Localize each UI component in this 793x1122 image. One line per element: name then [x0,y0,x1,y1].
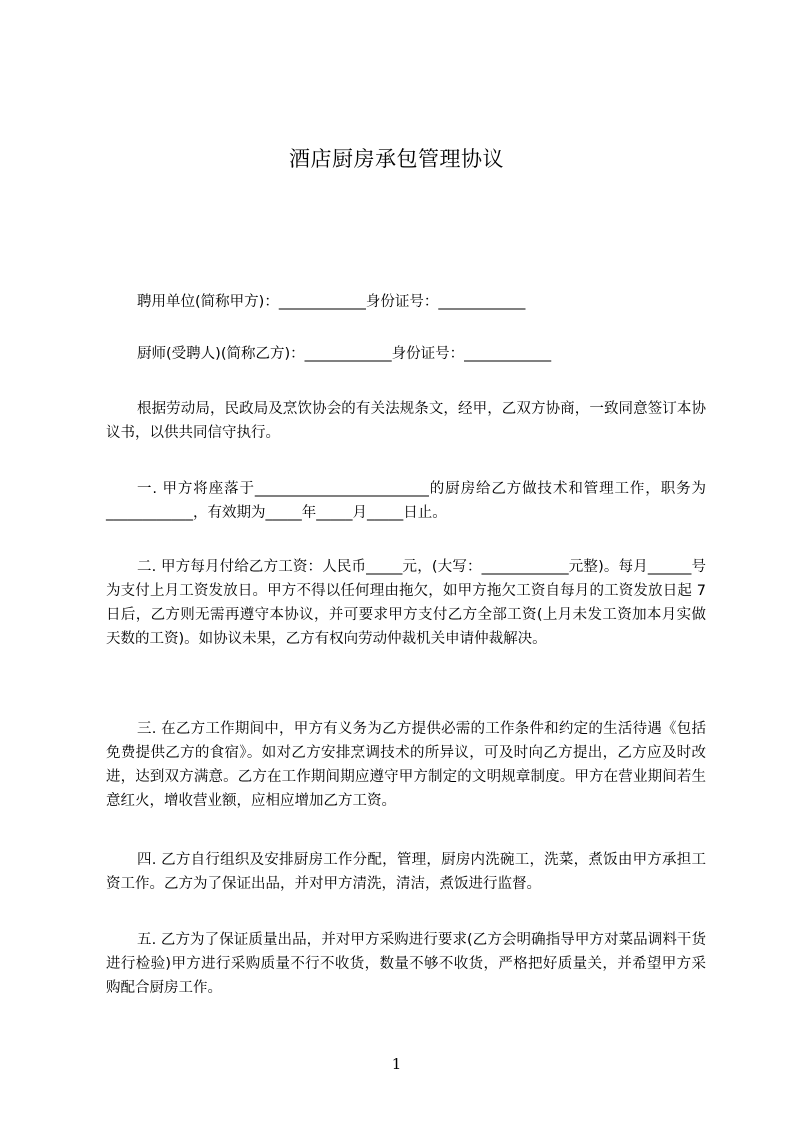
paragraph-clause-4: 四. 乙方自行组织及安排厨房工作分配，管理，厨房内洗碗工，洗菜，煮饭由甲方承担工资工作。乙方为了保证出品，并对甲方清洗，清洁，煮饭进行监督。 [106,852,706,892]
employee-line: 厨师(受聘人)(简称乙方)：____________身份证号：____________ [137,346,552,362]
paragraph-preamble: 根据劳动局，民政局及烹饮协会的有关法规条文，经甲，乙双方协商，一致同意签订本协议书，以供共同信守执行。 [106,401,706,441]
document-title: 酒店厨房承包管理协议 [289,147,504,171]
paragraph-clause-5: 五. 乙方为了保证质量出品，并对甲方采购进行要求(乙方会明确指导甲方对菜品调料干货进行检验)甲方进行采购质量不行不收货，数量不够不收货，严格把好质量关，并希望甲方采购配合厨房工作。 [106,932,706,996]
paragraph-clause-1: 一. 甲方将座落于________________________的厨房给乙方做技术和管理工作，职务为____________，有效期为_____年_____月_____日止。 [106,481,706,521]
page-number: 1 [391,1055,402,1073]
paragraph-clause-2: 二. 甲方每月付给乙方工资：人民币_____元，(大写：____________元整)。每月______号为支付上月工资发放日。甲方不得以任何理由拖欠，如甲方拖欠工资自每月的工资发放日起 7 日后，乙方则无需再遵守本协议，并可要求甲方支付乙方全部工资(上月未发工资加本月实做天数的工资)。如协议未果，乙方有权向劳动仲裁机关申请仲裁解决。 [106,559,706,647]
paragraph-clause-3: 三. 在乙方工作期间中，甲方有义务为乙方提供必需的工作条件和约定的生活待遇《包括免费提供乙方的食宿》。如对乙方安排烹调技术的所异议，可及时向乙方提出，乙方应及时改进，达到双方满意。乙方在工作期间期应遵守甲方制定的文明规章制度。甲方在营业期间若生意红火，增收营业额，应相应增加乙方工资。 [106,721,706,809]
employer-line: 聘用单位(简称甲方)：____________身份证号：____________ [137,294,526,310]
